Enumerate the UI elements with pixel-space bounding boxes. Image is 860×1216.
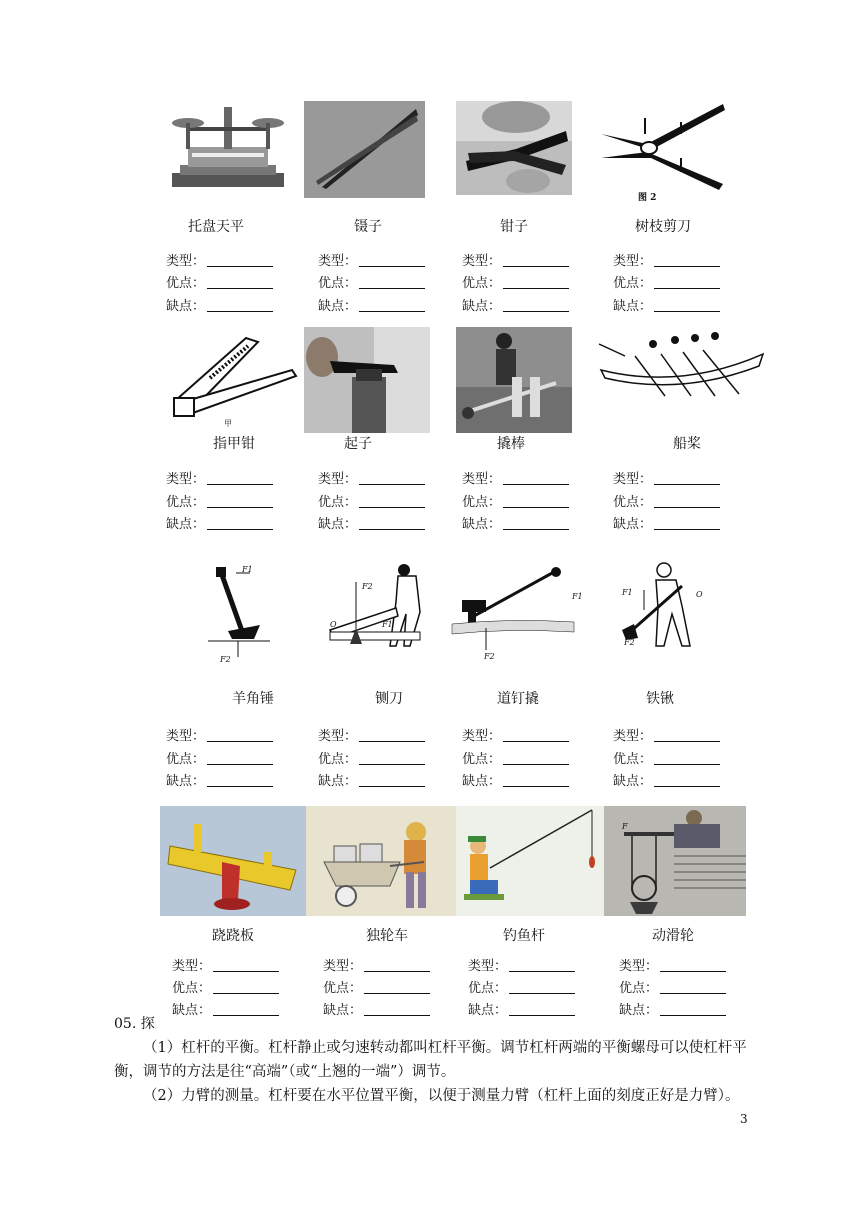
- type-label: 类型：: [462, 254, 502, 269]
- type-label: 类型：: [166, 729, 206, 744]
- force-label: F2: [362, 582, 373, 591]
- con-field[interactable]: [613, 515, 720, 535]
- con-label: 缺点：: [613, 774, 653, 789]
- answer-blank[interactable]: [509, 957, 575, 972]
- answer-blank[interactable]: [207, 727, 273, 742]
- answer-blank[interactable]: [503, 727, 569, 742]
- force-label: F2: [220, 655, 231, 664]
- type-field[interactable]: [619, 957, 726, 977]
- answer-blank[interactable]: [654, 772, 720, 787]
- answer-blank[interactable]: [359, 772, 425, 787]
- page-number: 3: [740, 1112, 748, 1126]
- answer-blank[interactable]: [503, 274, 569, 289]
- type-field[interactable]: [468, 957, 575, 977]
- caption-shovel: 铁锹: [646, 691, 674, 707]
- answer-blank[interactable]: [207, 515, 273, 530]
- answer-blank[interactable]: [207, 772, 273, 787]
- pliers-image: [456, 101, 572, 195]
- pro-label: 优点：: [468, 981, 508, 996]
- con-field[interactable]: [166, 515, 273, 535]
- wheelbarrow-image: [306, 806, 456, 916]
- type-field[interactable]: [613, 727, 720, 747]
- pro-field[interactable]: [462, 493, 569, 513]
- type-field[interactable]: [462, 727, 569, 747]
- caption-rowing-boat: 船桨: [673, 436, 701, 452]
- section-paragraph: （1）杠杆的平衡。杠杆静止或匀速转动都叫杠杆平衡。调节杠杆两端的平衡螺母可以使杠杆平衡，调节的方法是往“高端”（或“上翘的一端”）调节。: [114, 1040, 747, 1080]
- answer-blank[interactable]: [359, 252, 425, 267]
- con-label: 缺点：: [318, 774, 358, 789]
- pro-field[interactable]: [462, 750, 569, 770]
- answer-blank[interactable]: [207, 252, 273, 267]
- fishing-rod-image: [456, 806, 604, 916]
- answer-blank[interactable]: [660, 1001, 726, 1016]
- answer-blank[interactable]: [359, 297, 425, 312]
- answer-blank[interactable]: [654, 493, 720, 508]
- con-field[interactable]: [468, 1001, 575, 1021]
- answer-blank[interactable]: [654, 515, 720, 530]
- lever-cutter-icon: [326, 562, 430, 650]
- section-heading: 05. 探: [114, 1016, 155, 1032]
- force-label: F2: [624, 638, 635, 647]
- movable-pulley-image: [604, 806, 746, 916]
- crowbar-icon: [456, 327, 572, 433]
- fishing-rod-icon: [456, 806, 604, 916]
- type-label: 类型：: [166, 472, 206, 487]
- type-field[interactable]: [166, 470, 273, 490]
- pro-field[interactable]: [318, 274, 425, 294]
- caption-bottle-opener: 起子: [344, 436, 372, 452]
- type-label: 类型：: [619, 959, 659, 974]
- bottle-opener-image: [304, 327, 430, 433]
- pro-label: 优点：: [613, 495, 653, 510]
- con-label: 缺点：: [318, 299, 358, 314]
- con-field[interactable]: [613, 772, 720, 792]
- force-label: F1: [242, 565, 253, 574]
- con-label: 缺点：: [318, 517, 358, 532]
- answer-blank[interactable]: [503, 470, 569, 485]
- answer-blank[interactable]: [213, 979, 279, 994]
- pro-label: 优点：: [166, 752, 206, 767]
- type-label: 类型：: [462, 472, 502, 487]
- answer-blank[interactable]: [503, 493, 569, 508]
- spike-lever-icon: [450, 562, 576, 666]
- force-label: F2: [484, 652, 495, 661]
- con-label: 缺点：: [166, 517, 206, 532]
- answer-blank[interactable]: [654, 274, 720, 289]
- con-field[interactable]: [172, 1001, 279, 1021]
- type-label: 类型：: [613, 472, 653, 487]
- pro-field[interactable]: [318, 750, 425, 770]
- pro-label: 优点：: [166, 495, 206, 510]
- pro-label: 优点：: [613, 276, 653, 291]
- pro-label: 优点：: [323, 981, 363, 996]
- answer-blank[interactable]: [503, 252, 569, 267]
- bottle-opener-icon: [304, 327, 430, 433]
- type-label: 类型：: [318, 254, 358, 269]
- pivot-label: O: [330, 620, 337, 629]
- spike-lever-image: [450, 562, 583, 666]
- con-label: 缺点：: [462, 299, 502, 314]
- pro-field[interactable]: [613, 274, 720, 294]
- force-label: F1: [572, 592, 583, 601]
- answer-blank[interactable]: [359, 515, 425, 530]
- type-field[interactable]: [172, 957, 279, 977]
- caption-balance-scale: 托盘天平: [188, 219, 244, 235]
- type-field[interactable]: [462, 252, 569, 272]
- type-label: 类型：: [613, 254, 653, 269]
- con-field[interactable]: [166, 297, 273, 317]
- pruning-shears-icon: [595, 100, 729, 198]
- force-label: F: [622, 822, 628, 831]
- type-field[interactable]: [318, 470, 425, 490]
- rowing-boat-image: [595, 330, 767, 406]
- answer-blank[interactable]: [207, 297, 273, 312]
- force-label: F1: [382, 620, 393, 629]
- pro-label: 优点：: [318, 276, 358, 291]
- answer-blank[interactable]: [654, 252, 720, 267]
- seesaw-icon: [160, 806, 306, 916]
- caption-spike-lever: 道钉撬: [497, 691, 539, 707]
- pro-field[interactable]: [172, 979, 279, 999]
- type-label: 类型：: [172, 959, 212, 974]
- con-field[interactable]: [166, 772, 273, 792]
- type-label: 类型：: [318, 472, 358, 487]
- answer-blank[interactable]: [654, 470, 720, 485]
- nail-clipper-icon: [166, 330, 300, 428]
- con-label: 缺点：: [462, 517, 502, 532]
- type-label: 类型：: [318, 729, 358, 744]
- type-field[interactable]: [613, 252, 720, 272]
- con-label: 缺点：: [619, 1003, 659, 1018]
- type-label: 类型：: [166, 254, 206, 269]
- pro-label: 优点：: [462, 495, 502, 510]
- type-field[interactable]: [613, 470, 720, 490]
- con-field[interactable]: [318, 772, 425, 792]
- con-label: 缺点：: [172, 1003, 212, 1018]
- caption-tweezers: 镊子: [354, 219, 382, 235]
- con-field[interactable]: [318, 297, 425, 317]
- type-field[interactable]: [166, 727, 273, 747]
- pro-label: 优点：: [613, 752, 653, 767]
- pro-field[interactable]: [318, 493, 425, 513]
- type-field[interactable]: [323, 957, 430, 977]
- caption-nail-clipper: 指甲钳: [213, 436, 255, 452]
- caption-fishing-rod: 钓鱼杆: [503, 928, 545, 944]
- con-label: 缺点：: [468, 1003, 508, 1018]
- type-field[interactable]: [462, 470, 569, 490]
- answer-blank[interactable]: [509, 1001, 575, 1016]
- claw-hammer-icon: [204, 561, 278, 669]
- answer-blank[interactable]: [213, 1001, 279, 1016]
- answer-blank[interactable]: [207, 470, 273, 485]
- con-field[interactable]: [462, 515, 569, 535]
- claw-hammer-image: [204, 561, 278, 669]
- caption-wheelbarrow: 独轮车: [366, 928, 408, 944]
- answer-blank[interactable]: [207, 750, 273, 765]
- caption-lever-cutter: 铡刀: [375, 691, 403, 707]
- answer-blank[interactable]: [503, 515, 569, 530]
- type-field[interactable]: [318, 252, 425, 272]
- answer-blank[interactable]: [359, 727, 425, 742]
- pruning-shears-image: [595, 100, 729, 203]
- balance-scale-image: [166, 101, 290, 193]
- caption-pliers: 钳子: [500, 219, 528, 235]
- answer-blank[interactable]: [503, 750, 569, 765]
- pro-label: 优点：: [318, 495, 358, 510]
- type-label: 类型：: [468, 959, 508, 974]
- answer-blank[interactable]: [359, 750, 425, 765]
- type-label: 类型：: [462, 729, 502, 744]
- answer-blank[interactable]: [654, 750, 720, 765]
- pro-label: 优点：: [462, 276, 502, 291]
- answer-blank[interactable]: [503, 297, 569, 312]
- answer-blank[interactable]: [364, 1001, 430, 1016]
- pro-field[interactable]: [613, 750, 720, 770]
- con-field[interactable]: [462, 772, 569, 792]
- pro-field[interactable]: [166, 274, 273, 294]
- pro-field[interactable]: [323, 979, 430, 999]
- answer-blank[interactable]: [359, 493, 425, 508]
- tweezers-icon: [304, 101, 425, 198]
- pro-field[interactable]: [619, 979, 726, 999]
- pro-label: 优点：: [166, 276, 206, 291]
- seesaw-image: [160, 806, 306, 916]
- wheelbarrow-icon: [306, 806, 456, 916]
- pro-field[interactable]: [462, 274, 569, 294]
- pro-field[interactable]: [166, 750, 273, 770]
- section-paragraph: （2）力臂的测量。杠杆要在水平位置平衡，以便于测量力臂（杠杆上面的刻度正好是力臂）。: [143, 1088, 740, 1104]
- type-field[interactable]: [318, 727, 425, 747]
- pro-field[interactable]: [468, 979, 575, 999]
- con-field[interactable]: [613, 297, 720, 317]
- pro-label: 优点：: [318, 752, 358, 767]
- caption-seesaw: 跷跷板: [212, 928, 254, 944]
- pivot-label: O: [696, 590, 703, 599]
- con-field[interactable]: [323, 1001, 430, 1021]
- shovel-image: [620, 560, 710, 652]
- answer-blank[interactable]: [359, 274, 425, 289]
- con-label: 缺点：: [166, 774, 206, 789]
- tweezers-image: [304, 101, 425, 198]
- answer-blank[interactable]: [364, 957, 430, 972]
- force-label: F1: [622, 588, 633, 597]
- lever-cutter-image: [326, 562, 430, 650]
- con-label: 缺点：: [166, 299, 206, 314]
- type-label: 类型：: [613, 729, 653, 744]
- answer-blank[interactable]: [509, 979, 575, 994]
- rowing-boat-icon: [595, 330, 767, 406]
- answer-blank[interactable]: [213, 957, 279, 972]
- caption-claw-hammer: 羊角锤: [232, 691, 274, 707]
- pro-label: 优点：: [172, 981, 212, 996]
- caption-pruning-shears: 树枝剪刀: [635, 219, 691, 235]
- answer-blank[interactable]: [654, 727, 720, 742]
- figure-label: 图 2: [638, 193, 657, 203]
- type-label: 类型：: [323, 959, 363, 974]
- pro-field[interactable]: [613, 493, 720, 513]
- caption-crowbar: 撬棒: [497, 436, 525, 452]
- answer-blank[interactable]: [654, 297, 720, 312]
- pliers-icon: [456, 101, 572, 195]
- answer-blank[interactable]: [364, 979, 430, 994]
- crowbar-image: [456, 327, 572, 433]
- pro-field[interactable]: [166, 493, 273, 513]
- figure-label: 甲: [224, 419, 232, 428]
- answer-blank[interactable]: [660, 957, 726, 972]
- con-label: 缺点：: [462, 774, 502, 789]
- con-label: 缺点：: [613, 517, 653, 532]
- answer-blank[interactable]: [207, 493, 273, 508]
- con-label: 缺点：: [323, 1003, 363, 1018]
- answer-blank[interactable]: [503, 772, 569, 787]
- caption-movable-pulley: 动滑轮: [652, 928, 694, 944]
- nail-clipper-image: [166, 330, 300, 428]
- type-field[interactable]: [166, 252, 273, 272]
- answer-blank[interactable]: [359, 470, 425, 485]
- balance-scale-icon: [166, 101, 290, 193]
- con-label: 缺点：: [613, 299, 653, 314]
- pro-label: 优点：: [619, 981, 659, 996]
- pro-label: 优点：: [462, 752, 502, 767]
- con-field[interactable]: [318, 515, 425, 535]
- answer-blank[interactable]: [207, 274, 273, 289]
- con-field[interactable]: [462, 297, 569, 317]
- answer-blank[interactable]: [660, 979, 726, 994]
- con-field[interactable]: [619, 1001, 726, 1021]
